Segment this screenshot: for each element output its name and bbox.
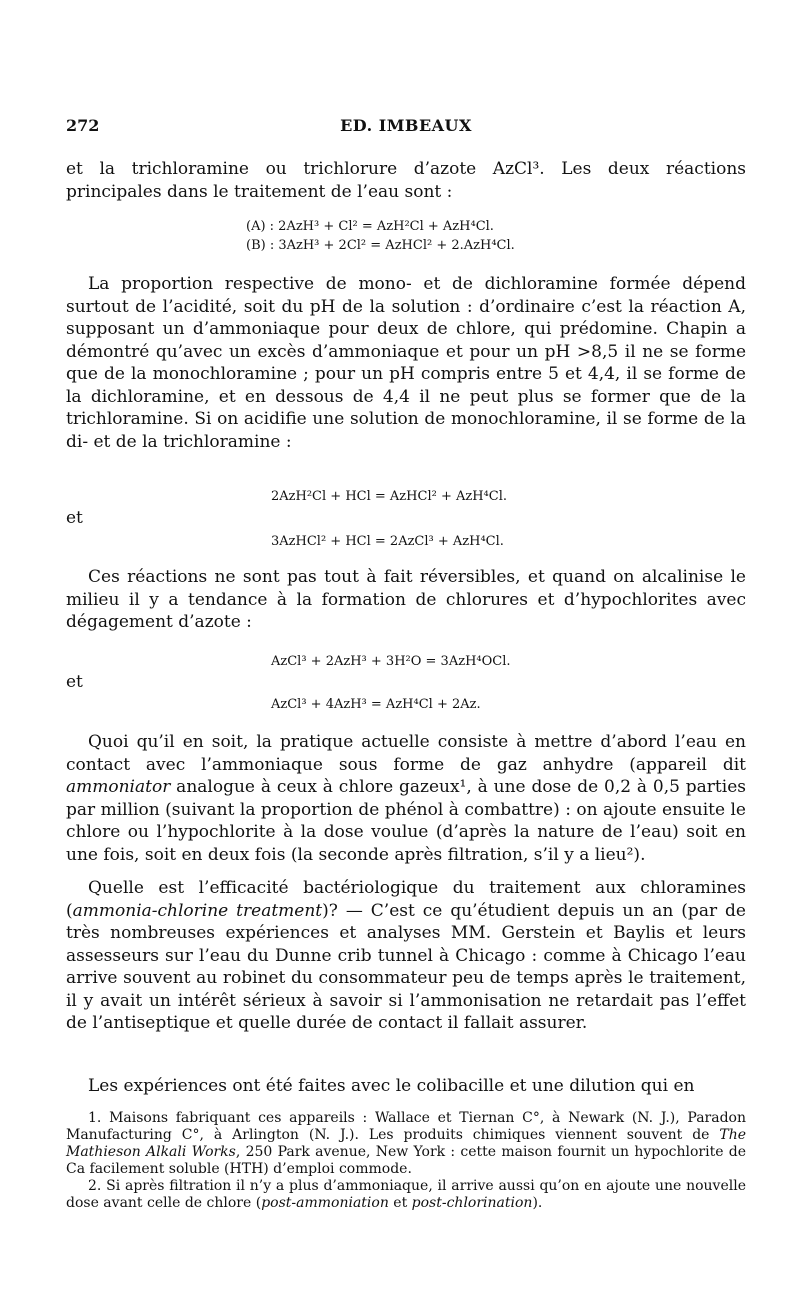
paragraph-3-text: Ces réactions ne sont pas tout à fait réversibles, et quand on alcalinise le milieu il y a tendance à la formation de chlorures et d’hypochlorites avec dégagement d’azote :	[66, 567, 746, 632]
para4-part-a: Quoi qu’il en soit, la pratique actuelle consiste à mettre d’abord l’eau en contact avec l’ammoniaque sous forme de gaz anhydre (appareil dit	[66, 732, 746, 775]
footnote-1-part-a: 1. Maisons fabriquant ces appareils : Wallace et Tiernan C°, à Newark (N. J.), Paradon Manufacturing C°, à Arlington (N. J.). Les produits chimiques viennent souvent de	[66, 1110, 746, 1143]
para5-part-a: Quelle est l’efficacité bactériologique du traitement aux chloramines (	[66, 878, 746, 921]
equation-4: AzCl³ + 4AzH³ = AzH⁴Cl + 2Az.	[271, 697, 481, 712]
footnote-1	[66, 1110, 746, 1178]
reaction-B: (B) : 3AzH³ + 2Cl² = AzHCl² + 2.AzH⁴Cl.	[246, 238, 515, 253]
equation-2: 3AzHCl² + HCl = 2AzCl³ + AzH⁴Cl.	[271, 534, 504, 549]
running-title: ED. IMBEAUX	[340, 116, 472, 135]
equation-1: 2AzH²Cl + HCl = AzHCl² + AzH⁴Cl.	[271, 489, 507, 504]
para5-italic-term: ammonia-chlorine treatment	[72, 900, 323, 921]
footnotes	[66, 1110, 746, 1212]
footnote-1-italic: The Mathieson Alkali Works	[66, 1127, 746, 1160]
para4-italic-term: ammoniator	[66, 777, 171, 797]
reaction-A: (A) : 2AzH³ + Cl² = AzH²Cl + AzH⁴Cl.	[246, 219, 494, 234]
para4-part-b: analogue à ceux à chlore gazeux¹, à une dose de 0,2 à 0,5 parties par million (suivant la proportion de phénol à combattre) : on ajoute ensuite le chlore ou l’hypochlorite à la dose voulue (d’après la nature de l’eau) soit en une fois, soit en deux fois (la seconde après filtration, s’il y a lieu²).	[66, 777, 746, 865]
equation-3: AzCl³ + 2AzH³ + 3H²O = 3AzH⁴OCl.	[271, 654, 511, 669]
paragraph-3	[66, 566, 746, 634]
paragraph-2	[66, 273, 746, 453]
page-number: 272	[66, 116, 100, 135]
footnote-2-italic-1: post-ammoniation	[261, 1195, 389, 1211]
paragraph-6	[66, 1075, 746, 1098]
paragraph-4-text	[66, 731, 746, 866]
running-header	[66, 116, 746, 138]
paragraph-5-text	[66, 877, 746, 1035]
paragraph-5	[66, 877, 746, 1035]
para5-part-b: )? — C’est ce qu’étudient depuis un an (par de très nombreuses expériences et analyses MM. Gerstein et Baylis et leurs assesseurs sur l’eau du Dunne crib tunnel à Chicago : comme à Chicago l’eau arrive souvent au robinet du consommateur peu de temps après le traitement, il y avait un intérêt sérieux à savoir si l’ammonisation ne retardait pas l’effet de l’antiseptique et quelle durée de contact il fallait assurer.	[66, 900, 746, 1033]
footnote-2	[66, 1178, 746, 1212]
footnote-2-italic-2: post-chlorination	[411, 1195, 533, 1211]
paragraph-4	[66, 731, 746, 866]
paragraph-1-text: et la trichloramine ou trichlorure d’azote AzCl³. Les deux réactions principales dans le traitement de l’eau sont :	[66, 159, 746, 202]
paragraph-6-text: Les expériences ont été faites avec le colibacille et une dilution qui en	[88, 1076, 695, 1096]
et-connector-1: et	[66, 508, 83, 528]
footnote-2-part-a: 2. Si après filtration il n’y a plus d’ammoniaque, il arrive aussi qu’on en ajoute une nouvelle dose avant celle de chlore (	[66, 1178, 746, 1211]
et-connector-2: et	[66, 672, 83, 692]
footnote-1-part-b: , 250 Park avenue, New York : cette maison fournit un hypochlorite de Ca facilement soluble (HTH) d’emploi commode.	[66, 1144, 746, 1177]
paragraph-1	[66, 158, 746, 203]
paragraph-2-text: La proportion respective de mono- et de dichloramine formée dépend surtout de l’acidité, soit du pH de la solution : d’ordinaire c’est la réaction A, supposant un d’ammoniaque pour deux de chlore, qui prédomine. Chapin a démontré qu’avec un excès d’ammoniaque et pour un pH >8,5 il ne se forme que de la monochloramine ; pour un pH compris entre 5 et 4,4, il se forme de la dichloramine, et en dessous de 4,4 il ne peut plus se former que de la trichloramine. Si on acidifie une solution de monochloramine, il se forme de la di- et de la trichloramine :	[66, 274, 746, 452]
footnote-2-part-b: ).	[532, 1195, 543, 1211]
footnote-2-mid: et	[388, 1195, 412, 1211]
